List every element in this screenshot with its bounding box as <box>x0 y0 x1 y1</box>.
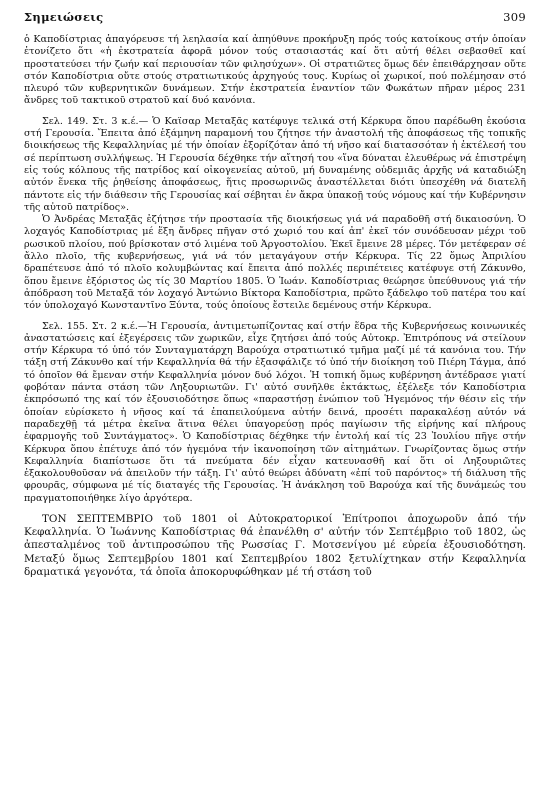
paragraph-2: Σελ. 149. Στ. 3 κ.έ.— Ὁ Καϊσαρ Μεταξᾶς κατέφυγε τελικά στή Κέρκυρα ὅπου παρέδωθη ἑκούσια στή Γερουσία. Ἔπειτα ἀπό ἑξάμηνη παραμονή του ζήτησε τήν ἀναστολή τῆς ἀποφάσεως τῆς τοπικῆς διοικήσεως τῆς Κεφαλληνίας μέ τήν ὁποίαν ἐξορίζόταν ἀπό τή νῆσο καί διατασσόταν ἡ ἐκτέλεσή του σέ περίπτωση συλλήψεως. Ἡ Γερουσία δέχθηκε τήν αἴτησή του «ἵνα δύναται ἐλευθέρως νά ἐπιστρέψη εἰς τούς κόλπους τῆς πατρίδος καί οἰκογενείας αὐτοῦ, μή δυναμένης οὐδεμιᾶς ἀρχῆς νά καταδιώξη αὐτόν ἕνεκα τῆς ῥηθείσης ἀποφάσεως, ἥτις προσωρινῶς ἀναστέλλεται διότι ὑπεσχέθη νά διατελῆ πάντοτε εἰς τήν διάθεσιν τῆς Γερουσίας καί σέβηται ἐν ἄκρα ὑπακοῇ τούς νόμους καί τήν Κυβέρνησιν τῆς αὐτοῦ πατρίδος». <box>24 115 526 213</box>
paragraph-4: Σελ. 155. Στ. 2 κ.έ.—Ἡ Γερουσία, ἀντιμετωπίζοντας καί στήν ἕδρα τῆς Κυβερνήσεως κοινωνικές ἀναστατώσεις καί ἐξεγέρσεις τῶν χωρικῶν, εἶχε ζητήσει ἀπό τούς Αὐτοκρ. Ἐπιτρόπους νά στείλουν στήν Κέρκυρα τό ὑπό τόν Συνταγματάρχη Βαρούχα στρατιωτικό τμῆμα μαζί μέ τά κανόνια του. Τήν τάξη στή Ζάκυνθο καί τήν Κεφαλληνία θά τήν ἐξασφάλιζε τό ὑπό τήν διοίκηση τοῦ Πιέρη Τάγμα, ἀπό τό ὁποῖον θά ἔμεναν στήν Κεφαλληνία μόνον δυό λόχοι. Ἡ τοπική ὅμως κυβέρνηση ἀντέδρασε γιατί φοβόταν πάντα στάση τῶν Ληξουριωτῶν. Γι' αὐτό συνῆλθε ἐκτάκτως, ἐξέλεξε τόν Καποδίστρια ἐκπρόσωπό της καί τόν ἐξουσιοδότησε ὅπως «παραστήσῃ ἐνώπιον τοῦ Ἡγεμόνος τήν θέσιν εἰς τήν ὁποίαν εὑρίσκετο ἡ νῆσος καί τά ἐπαπειλούμενα αὐτήν δεινά, προσέτι παρακαλέσῃ αὐτόν νά παραδεχθῇ τά μέτρα ἐκεῖνα ἅτινα θέλει ὑπαγορεύσῃ πρός παγίωσιν τῆς εἰρήνης καί πλήρους ἐφαρμογῆς τοῦ Συντάγματος». Ὁ Καποδίστριας δέχθηκε τήν ἐντολή καί τίς 23 Ἰουλίου πῆγε στήν Κέρκυρα ὅπου ἐπέτυχε ἀπό τόν ἡγεμόνα τήν ἱκανοποίηση τῶν αἰτημάτων. Γνωρίζοντας ὅμως στήν Κεφαλληνία διαπίστωσε ὅτι τά πνεύματα δέν εἶχαν κατευνασθῆ καί ὅτι οἱ Ληξουριῶτες ἐξακολουθοῦσαν νά ἀπειλοῦν τήν τάξη. Γι' αὐτό θεώρει ἀδύνατη «ἐπί τοῦ παρόντος» τή διάλυση τῆς φρουρᾶς, σύμφωνα μέ τίς διαταγές τῆς Γερουσίας. Ἡ ἀνάκληση τοῦ Βαρούχα καί τῆς δυνάμεώς του πραγματοποιήθηκε λίγο ἀργότερα. <box>24 320 526 504</box>
paragraph-3: Ὁ Ἀνδρέας Μεταξᾶς ἐζήτησε τήν προστασία τῆς διοικήσεως γιά νά παραδοθῆ στή δικαιοσύνη. Ὁ λοχαγός Καποδίστριας μέ ἕξη ἄνδρες πῆγαν στό χωριό του καί ἀπ' ἐκεῖ τόν συνόδευσαν μέχρι τοῦ ρωσικοῦ πλοίου, πού βρίσκοταν στό λιμένα τοῦ Ἀργοστολίου. Ἐκεῖ ἔμεινε 28 μέρες. Τόν μετέφεραν σέ ἄλλο πλοῖο, τῆς κυβερνήσεως, γιά νά τόν μεταγάγουν στήν Κέρκυρα. Τίς 22 ὅμως Ἀπριλίου δραπέτευσε ἀπό τό πλοῖο κολυμβώντας καί ἔπειτα ἀπό πολλές περιπέτειες κατέφυγε στή Ζάκυνθο, ὅπου ἔμεινε ἐξόριστος ὡς τίς 30 Μαρτίου 1805. Ὁ Ἰωάν. Καποδίστριας θεώρησε ὑπεύθυνους γιά τήν ἀπόδραση τοῦ Μεταξᾶ τόν λοχαγό Ἀντώνιο Βίκτορα Καποδίστρια, πρῶτο ξάδελφο τοῦ πατέρα του καί τόν ὑπολοχαγό Κωνσταντῖνο Ξύντα, τούς ὁποίους ἔστειλε δεμένους στήν Κέρκυρα. <box>24 214 526 312</box>
header-title: Σημειώσεις <box>24 10 104 24</box>
paragraph-5: ΤΟΝ ΣΕΠΤΕΜΒΡΙΟ τοῦ 1801 οἱ Αὐτοκρατορικοί Ἐπίτροποι ἀποχωροῦν ἀπό τήν Κεφαλληνία. Ὁ Ἰωάννης Καποδίστριας θά ἐπανέλθη σ' αὐτήν τόν Σεπτέμβριο τοῦ 1802, ὡς ἀπεσταλμένος τοῦ ἀντιπροσώπου τῆς Ρωσσίας Γ. Μοτσενίγου μέ εὐρεία ἐξουσιοδότηση. Μεταξύ ὅμως Σεπτεμβρίου 1801 καί Σεπτεμβρίου 1802 ξετυλίχτηκαν στήν Κεφαλληνία δραματικά γεγονότα, τά ὁποῖα ἀποκορυφώθηκαν μέ τή στάση τοῦ <box>24 512 526 578</box>
page-number: 309 <box>503 10 526 24</box>
running-header <box>24 10 526 24</box>
paragraph-1: ὁ Καποδίστριας ἀπαγόρευσε τή λεηλασία καί ἀπηύθυνε προκήρυξη πρός τούς κατοίκους στήν ὁποίαν ἐτονίζετο ὅτι «ἡ ἐκστρατεία ἀφορᾶ μόνον τούς στασιαστάς καί ὅτι αὐτή θέλει σεβασθεῖ καί προστατεύσει τήν ζωήν καί περιουσίαν τῶν φιλησύχων». Οἱ στρατιῶτες ὅμως δέν ἐπειθάρχησαν οὔτε στόν Καποδίστρια οὔτε στούς στρατιωτικούς ἀρχηγούς τους. Κυρίως οἱ χωρικοί, πού πολέμησαν στό πλευρό τῶν κυβερνητικῶν δυνάμεων. Στήν ἐκστρατεία ἐναντίον τῶν Φωκάτων πῆραν μέρος 231 ἄνδρες τοῦ τακτικοῦ στρατοῦ καί δυό κανόνια. <box>24 34 526 107</box>
